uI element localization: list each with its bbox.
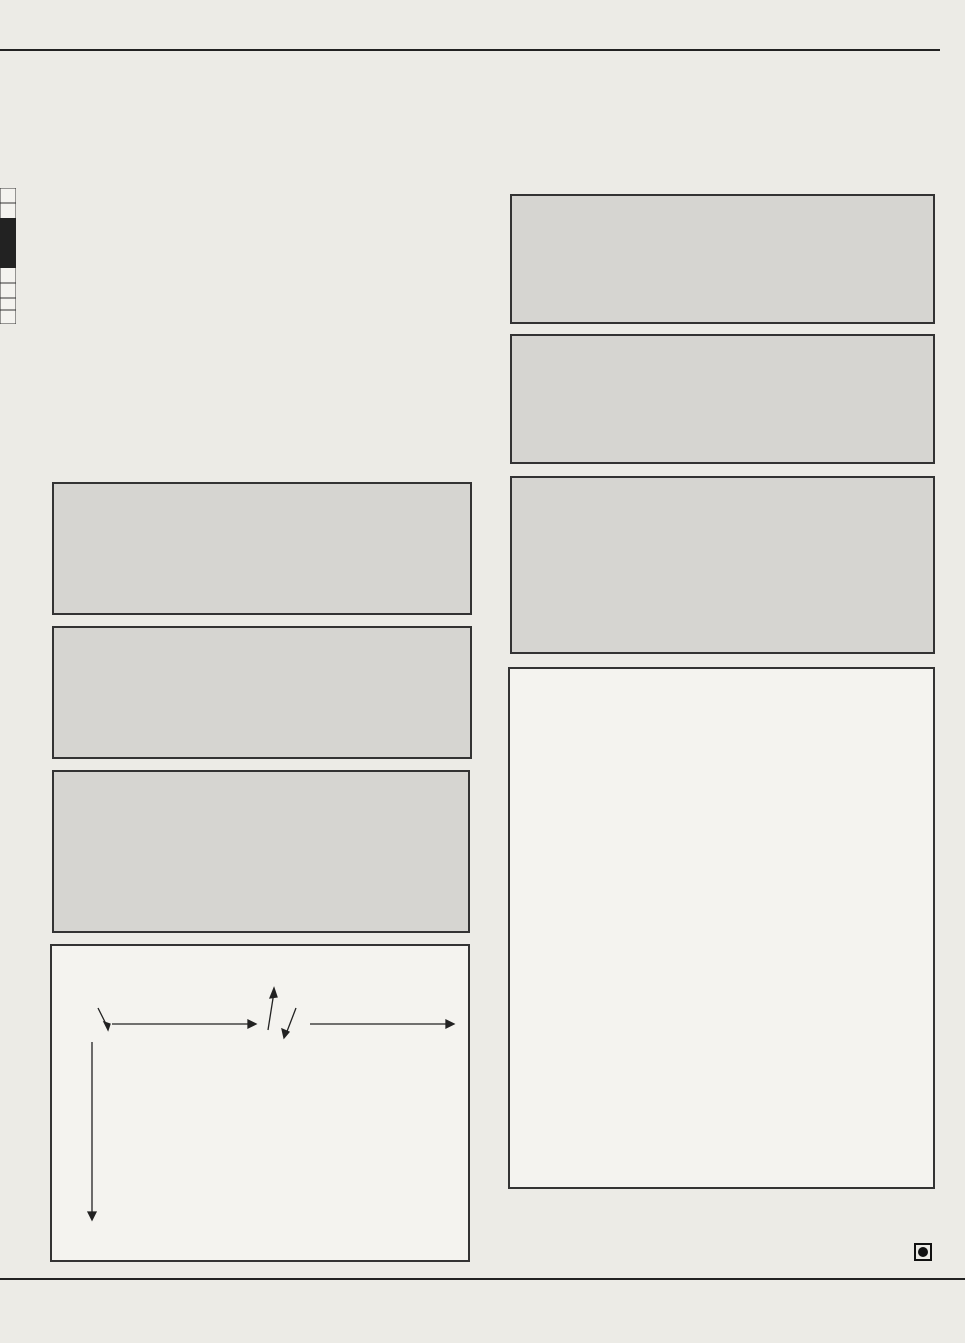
right-shift-amp-box bbox=[52, 482, 472, 615]
shift-diagram-svg bbox=[52, 946, 472, 1264]
up-box bbox=[510, 476, 935, 654]
left-shift-a-box bbox=[510, 334, 935, 464]
right-shift-a-box bbox=[510, 194, 935, 324]
left-shift-amp-box bbox=[52, 626, 472, 759]
page-bullet-icon bbox=[914, 1243, 932, 1261]
bottom-rule bbox=[0, 1278, 965, 1280]
down-routine-panel bbox=[508, 667, 935, 1189]
sidebar-grid bbox=[0, 188, 16, 324]
review-logo-grid bbox=[764, 34, 924, 82]
down-diagram-svg bbox=[510, 669, 937, 1191]
down-box bbox=[52, 770, 470, 933]
shift-right-panel bbox=[50, 944, 470, 1262]
